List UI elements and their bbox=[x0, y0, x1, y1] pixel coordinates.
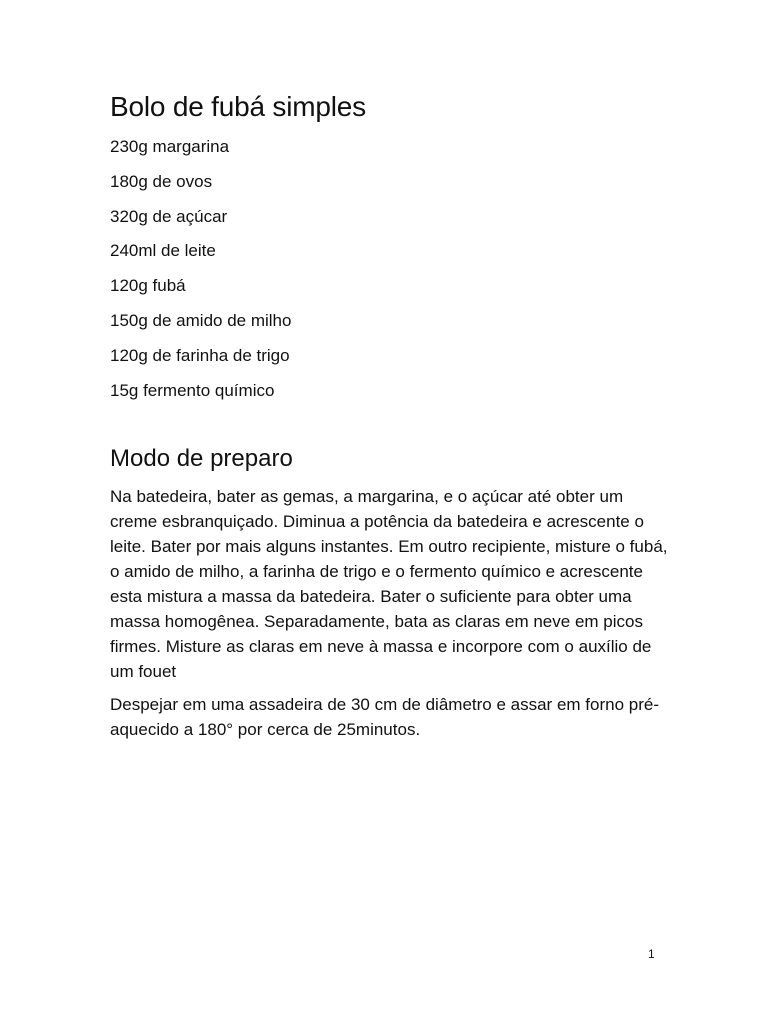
page-number: 1 bbox=[648, 947, 655, 961]
ingredient-item: 180g de ovos bbox=[110, 171, 213, 191]
page-content bbox=[110, 88, 670, 742]
ingredient-item: 150g de amido de milho bbox=[110, 310, 292, 330]
ingredient-item: 120g de farinha de trigo bbox=[110, 345, 290, 365]
recipe-title: Bolo de fubá simples bbox=[110, 91, 366, 122]
method-heading: Modo de preparo bbox=[110, 444, 293, 472]
ingredient-item: 120g fubá bbox=[110, 276, 186, 296]
method-paragraph: Despejar em uma assadeira de 30 cm de diâmetro e assar em forno pré-aquecido a 180° por cerca de 25minutos. bbox=[110, 694, 659, 739]
method-paragraph: Na batedeira, bater as gemas, a margarina, e o açúcar até obter um creme esbranquiçado. Diminua a potência da batedeira e acrescente o leite. Bater por mais alguns instantes. Em outro recipiente, misture o fubá, o amido de milho, a farinha de trigo e o fermento químico e acrescente esta mistura a massa da batedeira. Bater o suficiente para obter uma massa homogênea. Separadamente, bata as claras em neve em picos firmes. Misture as claras em neve à massa e incorpore com o auxílio de um fouet bbox=[110, 486, 668, 681]
ingredient-item: 240ml de leite bbox=[110, 241, 216, 261]
ingredient-item: 320g de açúcar bbox=[110, 206, 228, 226]
ingredient-item: 15g fermento químico bbox=[110, 380, 275, 400]
ingredient-list bbox=[110, 136, 670, 402]
ingredient-item: 230g margarina bbox=[110, 137, 230, 156]
